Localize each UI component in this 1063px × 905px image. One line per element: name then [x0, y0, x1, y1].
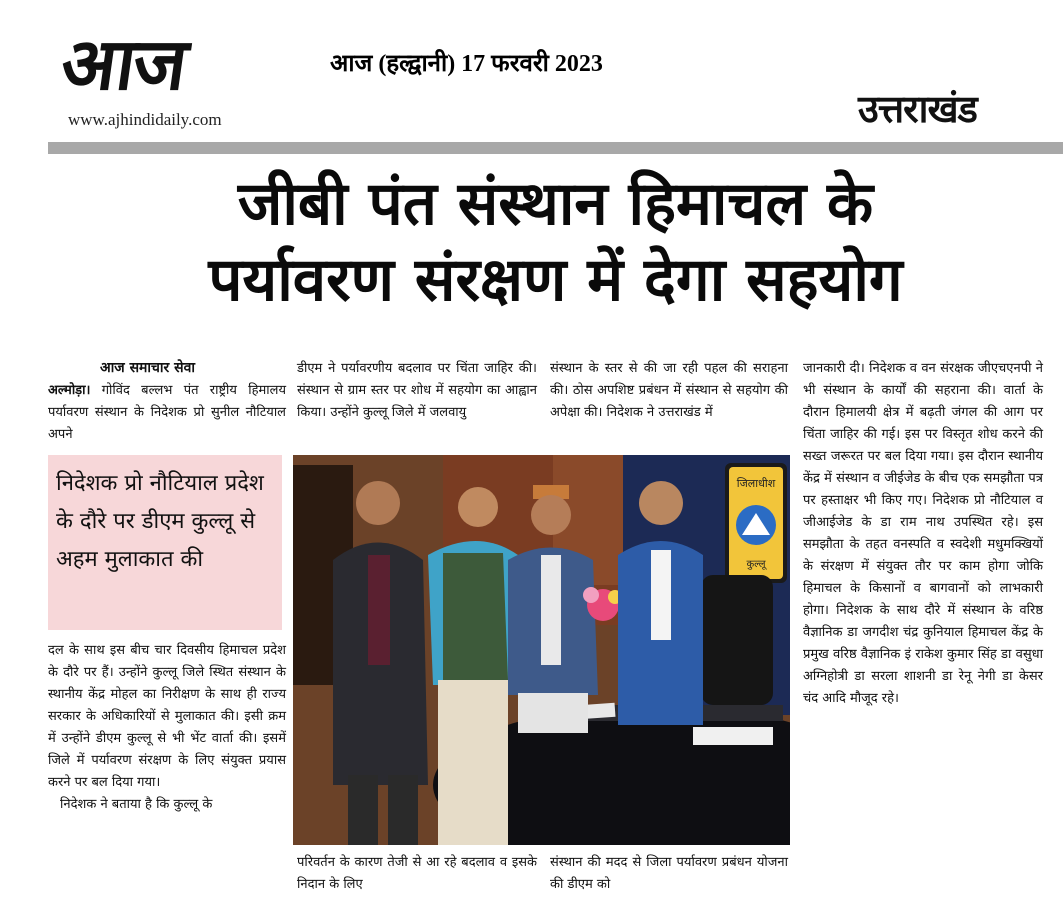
column-4: जानकारी दी। निदेशक व वन संरक्षक जीएचएनपी ने भी संस्थान के कार्यों की सहराना की। वार्ता के दौरान हिमालयी क्षेत्र में बढ़ती जंगल की आग पर चिंता जाहिर की गई। इस पर विस्तृत शोध करने की सख्त जरूरत पर बल दिया गया। इस दौरान स्थानीय केंद्र में संस्थान व जीईजेड के बीच एक समझौता पत्र पर हस्ताक्षर भी किए गए। निदेशक प्रो नौटियाल व जीआईजेड के डा राम नाथ उपस्थित रहे। इस समझौता के तहत वनस्पति व स्वदेशी मधुमक्खियों के संरक्षण में संयुक्त तौर पर काम होगा जोकि हिमाचल के किसानों व बागवानों को लाभकारी होगा। निदेशक के साथ दौरे में संस्थान के वरिष्ठ वैज्ञानिक डा जगदीश चंद्र कुनियाल हिमाचल केंद्र के प्रमुख वरिष्ठ वैज्ञानिक इं राकेश कुमार सिंह डा वसुधा अग्निहोत्री डा सरला शाशनी डा रेनू नेगी डा केसर चंद आदि मौजूद रहे।	[803, 361, 1043, 706]
column-3-bottom: संस्थान की मदद से जिला पर्यावरण प्रबंधन योजना की डीएम को	[550, 855, 788, 892]
article-headline	[48, 166, 1063, 318]
column-3-top: संस्थान के स्तर से की जा रही पहल की सराहना की। ठोस अपशिष्ट प्रबंधन में संस्थान से सहयोग की अपेक्षा की। निदेशक ने उत्तराखंड में	[550, 361, 788, 420]
newspaper-logo	[56, 22, 272, 106]
pull-quote-box	[48, 455, 282, 630]
dateline-place: अल्मोड़ा।	[48, 383, 91, 398]
column-1-top-text: गोविंद बल्लभ पंत राष्ट्रीय हिमालय पर्यावरण संस्थान के निदेशक प्रो सुनील नौटियाल अपने	[48, 383, 286, 442]
column-2-bottom: परिवर्तन के कारण तेजी से आ रहे बदलाव व इसके निदान के लिए	[297, 855, 537, 892]
column-1-last-line: निदेशक ने बताया है कि कुल्लू के	[60, 797, 213, 812]
section-title: उत्तराखंड	[858, 87, 977, 131]
column-1-top	[48, 380, 286, 446]
site-url: www.ajhindidaily.com	[68, 110, 222, 129]
headline-line-2: पर्यावरण संरक्षण में देगा सहयोग	[208, 245, 903, 315]
byline: आज समाचार सेवा	[100, 360, 196, 376]
pull-quote-text: निदेशक प्रो नौटियाल प्रदेश के दौरे पर डीएम कुल्लू से अहम मुलाकात की	[56, 471, 264, 572]
column-1-bottom	[48, 640, 286, 816]
news-photo	[293, 455, 790, 845]
header-rule	[48, 142, 1063, 154]
edition-dateline: आज (हल्द्वानी) 17 फरवरी 2023	[330, 51, 603, 77]
sign-title: जिलाधीश	[736, 477, 776, 490]
logo-text: आज	[56, 22, 191, 106]
sign-subtitle: कुल्लू	[746, 559, 766, 570]
column-2-top: डीएम ने पर्यावरणीय बदलाव पर चिंता जाहिर की। संस्थान से ग्राम स्तर पर शोध में सहयोग का आह्वान किया। उन्होंने कुल्लू जिले में जलवायु	[297, 361, 537, 420]
column-1-bottom-text: दल के साथ इस बीच चार दिवसीय हिमाचल प्रदेश के दौरे पर हैं। उन्होंने कुल्लू जिले स्थित संस्थान के स्थानीय केंद्र मोहल का निरीक्षण के साथ ही राज्य सरकार के अधिकारियों से मुलाकात की। इसी क्रम में उन्होंने डीएम कुल्लू से भी भेंट वार्ता की। इसमें जिले में पर्यावरण संरक्षण के लिए संयुक्त प्रयास करने पर बल दिया गया।	[48, 643, 286, 790]
headline-line-1: जीबी पंत संस्थान हिमाचल के	[237, 169, 874, 239]
